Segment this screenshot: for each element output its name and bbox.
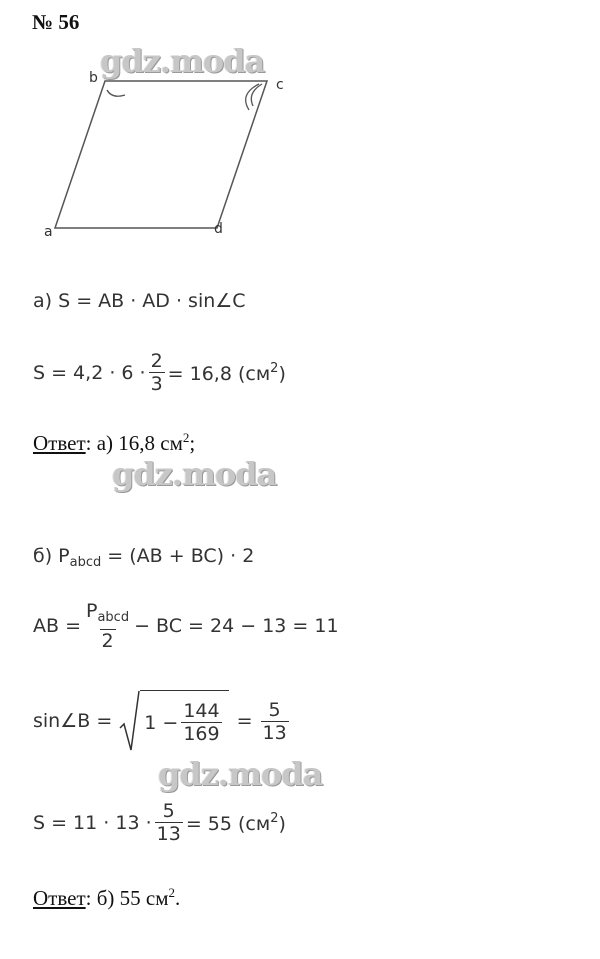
calc-result: = 16,8 $(см^2)$ <box>167 360 286 385</box>
fraction-two-thirds <box>149 350 165 395</box>
parallelogram-outline <box>55 81 267 228</box>
answer-label: Ответ <box>33 431 86 455</box>
square-root: 1 − $\frac{144}{169}$ <box>118 690 228 752</box>
watermark: gdz.moda <box>100 42 265 80</box>
sin-prefix: sin∠B = <box>33 710 113 732</box>
calc-prefix: S = 4,2 · 6 · <box>33 361 146 384</box>
parallelogram-figure <box>40 68 300 248</box>
problem-number: № 56 <box>32 10 80 34</box>
vertex-label-a: a <box>44 224 53 240</box>
angle-arc-b <box>107 90 125 96</box>
vertex-label-b: b <box>89 70 98 86</box>
watermark: gdz.moda <box>112 455 277 493</box>
vertex-label-c: c <box>276 77 284 93</box>
fraction-numerator: 2 <box>150 350 163 372</box>
area-b-calculation: S = 11 · 13 · $\frac{5}{13}$ = 55 $(см^2)$ <box>33 800 286 845</box>
area-calculation <box>33 350 286 395</box>
sin-b-calculation: sin∠B = 1 − $\frac{144}{169}$ = $\frac{5}{13}$ <box>33 690 292 752</box>
ab-result: − BC = 24 − 13 = 11 <box>134 615 339 637</box>
vertex-label-d: d <box>214 221 223 237</box>
ab-prefix: AB = <box>33 615 81 637</box>
fraction-perimeter-half: $\frac{P_{abcd}}{2}$ <box>86 600 130 652</box>
radical-sign <box>118 690 140 752</box>
fraction-denominator: 3 <box>150 373 163 395</box>
answer-a: Ответ: а) 16,8 $см^2$; <box>33 430 196 455</box>
answer-label: Ответ <box>33 886 86 910</box>
watermark: gdz.moda <box>158 755 323 793</box>
answer-b: Ответ: б) 55 $см^2$. <box>33 885 181 910</box>
side-ab-calculation <box>33 600 339 652</box>
perimeter-formula: б) $P_{abcd} = (AB + BC) \cdot 2$ <box>33 545 255 570</box>
area-formula: а) S = AB · AD · sin∠C <box>33 290 246 312</box>
sin-result-fraction: $\frac{5}{13}$ <box>262 698 287 744</box>
